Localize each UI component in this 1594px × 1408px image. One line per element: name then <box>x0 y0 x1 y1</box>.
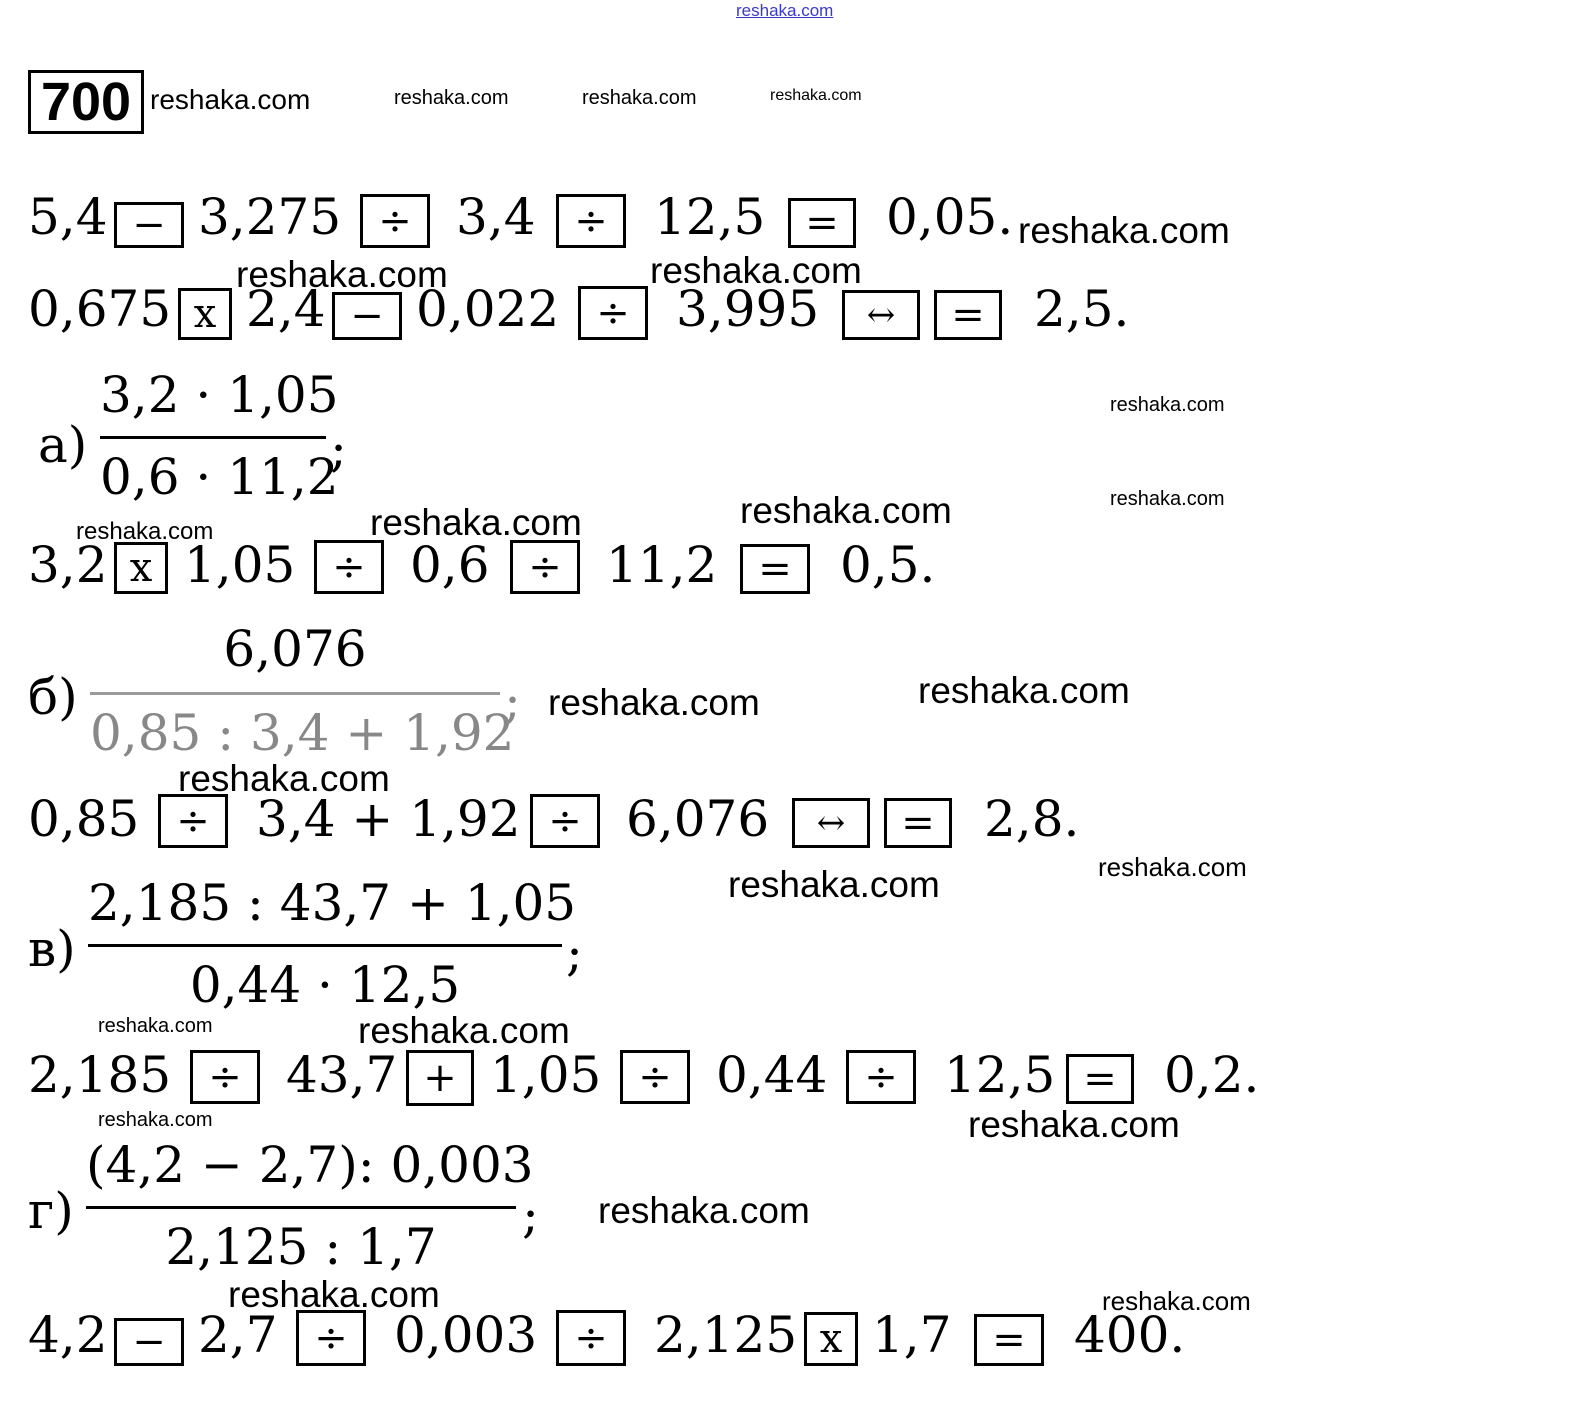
semicolon: ; <box>504 672 521 730</box>
fraction-numerator: 2,185 : 43,7 + 1,05 <box>88 874 577 932</box>
fraction-denominator: 0,44 · 12,5 <box>189 956 461 1014</box>
watermark: reshaka.com <box>740 490 952 531</box>
watermark: reshaka.com <box>76 518 214 545</box>
number: 4,2 <box>28 1306 108 1364</box>
equals-key: = <box>934 290 1002 340</box>
divide-key: ÷ <box>556 1310 626 1366</box>
item-label: б) <box>28 668 78 726</box>
number: 2,7 <box>198 1306 278 1364</box>
watermark: reshaka.com <box>728 864 940 905</box>
number: 2,125 <box>654 1306 798 1364</box>
equals-key: = <box>1066 1054 1134 1104</box>
number: 3,4 + 1,92 <box>256 790 521 848</box>
watermark-top[interactable]: reshaka.com <box>736 1 834 20</box>
number: 11,2 <box>606 536 718 594</box>
number: 0,6 <box>410 536 490 594</box>
number: 1,05 <box>490 1046 602 1104</box>
number: 2,185 <box>28 1046 172 1104</box>
fraction-numerator: 3,2 · 1,05 <box>100 366 339 424</box>
swap-key: ↔ <box>792 798 870 848</box>
watermark: reshaka.com <box>650 250 862 291</box>
watermark: reshaka.com <box>98 1109 213 1131</box>
number: 3,2 <box>28 536 108 594</box>
watermark: reshaka.com <box>1018 210 1230 251</box>
result: 0,2. <box>1164 1046 1260 1104</box>
item-label: г) <box>28 1182 74 1240</box>
watermark: reshaka.com <box>1098 852 1247 882</box>
watermark: reshaka.com <box>548 682 760 723</box>
minus-key: − <box>114 1318 184 1366</box>
fraction-numerator: (4,2 − 2,7): 0,003 <box>86 1136 534 1194</box>
watermark: reshaka.com <box>236 254 448 295</box>
divide-key: ÷ <box>578 286 648 340</box>
watermark: reshaka.com <box>98 1015 213 1037</box>
watermark: reshaka.com <box>1110 488 1225 510</box>
swap-key: ↔ <box>842 290 920 340</box>
result: 2,5. <box>1034 280 1130 338</box>
watermark: reshaka.com <box>394 87 509 109</box>
plus-key: + <box>406 1050 474 1106</box>
watermark: reshaka.com <box>968 1104 1180 1145</box>
number: 0,85 <box>28 790 140 848</box>
divide-key: ÷ <box>190 1050 260 1104</box>
divide-key: ÷ <box>158 794 228 848</box>
result: 0,05. <box>886 188 1014 246</box>
divide-key: ÷ <box>620 1050 690 1104</box>
fraction-numerator: 6,076 <box>223 620 367 678</box>
equals-key: = <box>788 198 856 248</box>
item-label: а) <box>38 416 88 474</box>
watermark: reshaka.com <box>770 87 862 104</box>
number: 0,003 <box>394 1306 538 1364</box>
divide-key: ÷ <box>314 540 384 594</box>
semicolon: ; <box>522 1186 539 1244</box>
watermark: reshaka.com <box>228 1274 440 1315</box>
number: 43,7 <box>286 1046 398 1104</box>
number: 3,275 <box>198 188 342 246</box>
divide-key: ÷ <box>510 540 580 594</box>
fraction-bar <box>100 436 326 439</box>
minus-key: − <box>332 292 402 340</box>
number: 0,44 <box>716 1046 828 1104</box>
multiply-key: x <box>114 542 168 594</box>
fraction-bar <box>86 1206 516 1209</box>
semicolon: ; <box>330 420 347 478</box>
watermark: reshaka.com <box>1102 1286 1251 1316</box>
watermark: reshaka.com <box>598 1190 810 1231</box>
divide-key: ÷ <box>846 1050 916 1104</box>
watermark: reshaka.com <box>150 84 311 115</box>
fraction-bar <box>88 944 562 947</box>
equals-key: = <box>740 544 810 594</box>
number: 12,5 <box>654 188 766 246</box>
result: 400. <box>1074 1306 1186 1364</box>
divide-key: ÷ <box>530 794 600 848</box>
fraction-denominator: 2,125 : 1,7 <box>165 1218 437 1276</box>
number: 1,05 <box>184 536 296 594</box>
fraction-denominator: 0,6 · 11,2 <box>100 448 339 506</box>
watermark: reshaka.com <box>1110 394 1225 416</box>
multiply-key: x <box>178 288 232 340</box>
watermark: reshaka.com <box>178 758 390 799</box>
watermark: reshaka.com <box>358 1010 570 1051</box>
number: 0,675 <box>28 280 172 338</box>
divide-key: ÷ <box>556 194 626 248</box>
divide-key: ÷ <box>296 1310 366 1366</box>
minus-key: − <box>114 202 184 248</box>
number: 3,4 <box>456 188 536 246</box>
semicolon: ; <box>566 924 583 982</box>
number: 3,995 <box>676 280 820 338</box>
multiply-key: x <box>804 1312 858 1366</box>
problem-number: 700 <box>28 70 144 134</box>
result: 0,5. <box>840 536 936 594</box>
divide-key: ÷ <box>360 194 430 248</box>
watermark: reshaka.com <box>582 87 697 109</box>
fraction-bar <box>90 692 500 695</box>
equals-key: = <box>974 1314 1044 1366</box>
result: 2,8. <box>984 790 1080 848</box>
number: 0,022 <box>416 280 560 338</box>
number: 1,7 <box>872 1306 952 1364</box>
watermark: reshaka.com <box>370 502 582 543</box>
number: 2,4 <box>246 280 326 338</box>
number: 6,076 <box>626 790 770 848</box>
watermark: reshaka.com <box>918 670 1130 711</box>
fraction-denominator: 0,85 : 3,4 + 1,92 <box>90 704 515 762</box>
item-label: в) <box>28 920 76 978</box>
number: 5,4 <box>28 188 108 246</box>
equals-key: = <box>884 798 952 848</box>
number: 12,5 <box>944 1046 1056 1104</box>
